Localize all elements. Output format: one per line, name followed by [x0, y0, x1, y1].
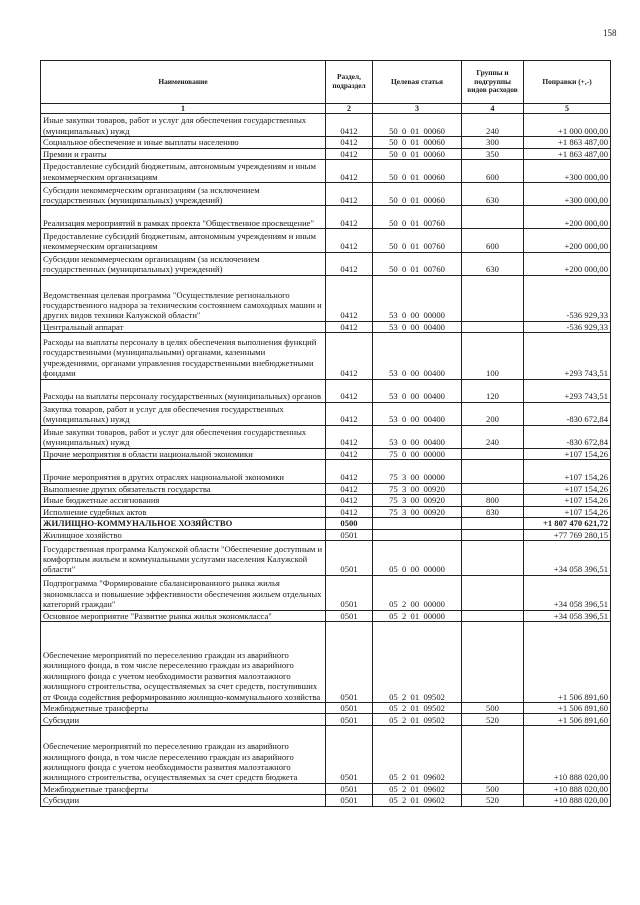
- row-amount: +300 000,00: [524, 183, 611, 206]
- row-amount: +200 000,00: [524, 229, 611, 252]
- row-section: 0501: [326, 541, 373, 576]
- row-article: [373, 529, 462, 541]
- row-group: 600: [462, 160, 524, 183]
- row-name: Предоставление субсидий бюджетным, автономным учреждениям и иным некоммерческим организациям: [41, 160, 326, 183]
- row-section: 0501: [326, 575, 373, 610]
- header-group: Группы и подгруппы видов расходов: [462, 61, 524, 104]
- row-name: Субсидии: [41, 795, 326, 807]
- budget-amendments-table: [40, 60, 611, 807]
- row-article: 50 0 01 00760: [373, 206, 462, 229]
- page-number: 158: [603, 28, 617, 38]
- row-group: [462, 529, 524, 541]
- row-amount: +34 058 396,51: [524, 610, 611, 622]
- column-number: 4: [462, 104, 524, 114]
- row-section: 0501: [326, 714, 373, 726]
- row-name: Подпрограмма "Формирование сбалансированного рынка жилья экономкласса и повышение эффективности обеспечения жильем отдельных категорий граждан": [41, 575, 326, 610]
- column-number: 5: [524, 104, 611, 114]
- row-group: 630: [462, 252, 524, 275]
- row-name: Иные закупки товаров, работ и услуг для обеспечения государственных (муниципальных) нужд: [41, 114, 326, 137]
- row-article: 50 0 01 00060: [373, 183, 462, 206]
- row-amount: +200 000,00: [524, 206, 611, 229]
- row-section: 0501: [326, 795, 373, 807]
- row-group: 350: [462, 148, 524, 160]
- row-group: [462, 275, 524, 321]
- row-amount: +10 888 020,00: [524, 795, 611, 807]
- row-amount: +1 863 487,00: [524, 137, 611, 149]
- table-row: [41, 795, 611, 807]
- row-name: Расходы на выплаты персоналу в целях обеспечения выполнения функций государственными (муниципальными) органами, казенными учреждениями, органами управления государственными внебюджетными фондами: [41, 333, 326, 379]
- table-row: [41, 137, 611, 149]
- row-amount: -536 929,33: [524, 275, 611, 321]
- row-amount: +293 743,51: [524, 333, 611, 379]
- table-row: [41, 114, 611, 137]
- row-amount: +300 000,00: [524, 160, 611, 183]
- row-name: Иные закупки товаров, работ и услуг для обеспечения государственных (муниципальных) нужд: [41, 425, 326, 448]
- row-name: Закупка товаров, работ и услуг для обеспечения государственных (муниципальных) нужд: [41, 402, 326, 425]
- table-row: [41, 148, 611, 160]
- row-name: Центральный аппарат: [41, 321, 326, 333]
- table-body: [41, 114, 611, 807]
- header-section: Раздел, подраздел: [326, 61, 373, 104]
- row-article: 75 3 00 00000: [373, 460, 462, 483]
- table-row: [41, 541, 611, 576]
- table-row: [41, 610, 611, 622]
- header-amount: Поправки (+,-): [524, 61, 611, 104]
- table-row: [41, 321, 611, 333]
- row-section: 0412: [326, 379, 373, 402]
- row-article: 50 0 01 00060: [373, 114, 462, 137]
- row-article: 05 0 00 00000: [373, 541, 462, 576]
- row-amount: +107 154,26: [524, 448, 611, 460]
- row-group: [462, 541, 524, 576]
- row-name: Обеспечение мероприятий по переселению граждан из аварийного жилищного фонда, в том числе переселению граждан из аварийного жилищного фонда с учетом необходимости развития малоэтажного жилищного строительства, осуществляемых за счет средств, поступивших от Фонда содействия реформированию жилищно-коммунального хозяйства: [41, 622, 326, 703]
- row-amount: +1 807 470 621,72: [524, 518, 611, 530]
- row-section: 0412: [326, 402, 373, 425]
- row-article: 53 0 00 00400: [373, 379, 462, 402]
- row-group: [462, 321, 524, 333]
- row-article: 50 0 01 00760: [373, 252, 462, 275]
- table-row: [41, 702, 611, 714]
- row-amount: +1 000 000,00: [524, 114, 611, 137]
- row-article: 53 0 00 00400: [373, 425, 462, 448]
- row-section: 0501: [326, 610, 373, 622]
- row-article: 75 3 00 00920: [373, 495, 462, 507]
- row-name: Субсидии: [41, 714, 326, 726]
- table-row: [41, 206, 611, 229]
- row-article: 05 2 01 09602: [373, 783, 462, 795]
- row-article: 50 0 01 00060: [373, 148, 462, 160]
- column-number: 2: [326, 104, 373, 114]
- table-row: [41, 333, 611, 379]
- row-section: 0412: [326, 183, 373, 206]
- row-name: Исполнение судебных актов: [41, 506, 326, 518]
- row-article: 05 2 01 09502: [373, 714, 462, 726]
- row-group: 300: [462, 137, 524, 149]
- row-name: Межбюджетные трансферты: [41, 702, 326, 714]
- row-article: 50 0 01 00060: [373, 160, 462, 183]
- table-row: [41, 495, 611, 507]
- row-name: Основное мероприятие "Развитие рынка жилья экономкласса": [41, 610, 326, 622]
- row-group: 200: [462, 402, 524, 425]
- row-amount: +10 888 020,00: [524, 783, 611, 795]
- row-section: 0412: [326, 495, 373, 507]
- table-row: [41, 506, 611, 518]
- row-name: Иные бюджетные ассигнования: [41, 495, 326, 507]
- row-name: ЖИЛИЩНО-КОММУНАЛЬНОЕ ХОЗЯЙСТВО: [41, 518, 326, 530]
- row-section: 0501: [326, 726, 373, 784]
- row-group: 120: [462, 379, 524, 402]
- row-amount: +34 058 396,51: [524, 575, 611, 610]
- row-amount: +10 888 020,00: [524, 726, 611, 784]
- row-amount: +77 769 280,15: [524, 529, 611, 541]
- header-name: Наименование: [41, 61, 326, 104]
- row-section: 0412: [326, 206, 373, 229]
- row-section: 0412: [326, 448, 373, 460]
- row-amount: +200 000,00: [524, 252, 611, 275]
- row-amount: +107 154,26: [524, 483, 611, 495]
- column-numbers-row: [41, 104, 611, 114]
- row-group: [462, 448, 524, 460]
- row-name: Прочие мероприятия в других отраслях национальной экономики: [41, 460, 326, 483]
- table-row: [41, 483, 611, 495]
- row-section: 0412: [326, 275, 373, 321]
- row-amount: +107 154,26: [524, 495, 611, 507]
- row-article: 50 0 01 00760: [373, 229, 462, 252]
- table-row: [41, 529, 611, 541]
- row-group: 520: [462, 714, 524, 726]
- row-amount: -830 672,84: [524, 425, 611, 448]
- row-group: 500: [462, 783, 524, 795]
- row-group: [462, 518, 524, 530]
- row-name: Ведомственная целевая программа "Осуществление регионального государственного надзора за техническим состоянием самоходных машин и других видов техники Калужской области": [41, 275, 326, 321]
- row-article: 53 0 00 00400: [373, 321, 462, 333]
- row-article: 05 2 00 00000: [373, 575, 462, 610]
- row-section: 0412: [326, 252, 373, 275]
- row-group: 100: [462, 333, 524, 379]
- row-section: 0412: [326, 506, 373, 518]
- table-row: [41, 229, 611, 252]
- row-name: Реализация мероприятий в рамках проекта "Общественное просвещение": [41, 206, 326, 229]
- column-number: 3: [373, 104, 462, 114]
- row-group: [462, 610, 524, 622]
- row-section: 0412: [326, 114, 373, 137]
- table-row: [41, 575, 611, 610]
- row-section: 0412: [326, 460, 373, 483]
- table-row: [41, 460, 611, 483]
- row-name: Субсидии некоммерческим организациям (за исключением государственных (муниципальных) учреждений): [41, 252, 326, 275]
- table-row: [41, 275, 611, 321]
- table-row: [41, 518, 611, 530]
- row-group: [462, 622, 524, 703]
- row-section: 0501: [326, 529, 373, 541]
- row-name: Субсидии некоммерческим организациям (за исключением государственных (муниципальных) учреждений): [41, 183, 326, 206]
- row-article: 75 3 00 00920: [373, 506, 462, 518]
- row-name: Предоставление субсидий бюджетным, автономным учреждениям и иным некоммерческим организациям: [41, 229, 326, 252]
- row-article: 05 2 01 09502: [373, 702, 462, 714]
- row-section: 0501: [326, 702, 373, 714]
- row-group: 240: [462, 114, 524, 137]
- row-group: [462, 483, 524, 495]
- row-amount: +1 506 891,60: [524, 714, 611, 726]
- table-row: [41, 425, 611, 448]
- table-row: [41, 726, 611, 784]
- row-section: 0500: [326, 518, 373, 530]
- row-name: Выполнение других обязательств государства: [41, 483, 326, 495]
- row-group: 830: [462, 506, 524, 518]
- row-amount: -536 929,33: [524, 321, 611, 333]
- row-article: 75 0 00 00000: [373, 448, 462, 460]
- row-group: 520: [462, 795, 524, 807]
- row-group: [462, 206, 524, 229]
- row-section: 0501: [326, 622, 373, 703]
- table-row: [41, 160, 611, 183]
- row-section: 0412: [326, 160, 373, 183]
- row-section: 0412: [326, 333, 373, 379]
- row-amount: +1 506 891,60: [524, 622, 611, 703]
- row-section: 0412: [326, 321, 373, 333]
- table-row: [41, 448, 611, 460]
- column-number: 1: [41, 104, 326, 114]
- row-article: 53 0 00 00000: [373, 275, 462, 321]
- row-article: 53 0 00 00400: [373, 402, 462, 425]
- table-row: [41, 252, 611, 275]
- row-article: [373, 518, 462, 530]
- row-section: 0501: [326, 783, 373, 795]
- row-article: 50 0 01 00060: [373, 137, 462, 149]
- row-amount: +107 154,26: [524, 460, 611, 483]
- row-name: Межбюджетные трансферты: [41, 783, 326, 795]
- row-section: 0412: [326, 137, 373, 149]
- table-header-row: [41, 61, 611, 104]
- header-article: Целевая статья: [373, 61, 462, 104]
- row-amount: +293 743,51: [524, 379, 611, 402]
- row-name: Премии и гранты: [41, 148, 326, 160]
- row-amount: +1 863 487,00: [524, 148, 611, 160]
- row-section: 0412: [326, 425, 373, 448]
- row-amount: +107 154,26: [524, 506, 611, 518]
- row-article: 53 0 00 00400: [373, 333, 462, 379]
- row-amount: +1 506 891,60: [524, 702, 611, 714]
- row-name: Обеспечение мероприятий по переселению граждан из аварийного жилищного фонда, в том числе переселению граждан из аварийного жилищного фонда с учетом необходимости развития малоэтажного жилищного строительства, осуществляемых за счет средств бюджета: [41, 726, 326, 784]
- row-group: 630: [462, 183, 524, 206]
- row-article: 05 2 01 09602: [373, 726, 462, 784]
- row-amount: -830 672,84: [524, 402, 611, 425]
- row-section: 0412: [326, 148, 373, 160]
- row-article: 05 2 01 09602: [373, 795, 462, 807]
- row-group: [462, 575, 524, 610]
- row-group: [462, 726, 524, 784]
- table-row: [41, 379, 611, 402]
- row-amount: +34 058 396,51: [524, 541, 611, 576]
- table-row: [41, 714, 611, 726]
- table-row: [41, 183, 611, 206]
- table-row: [41, 622, 611, 703]
- table-row: [41, 402, 611, 425]
- row-name: Социальное обеспечение и иные выплаты населению: [41, 137, 326, 149]
- row-group: 240: [462, 425, 524, 448]
- row-name: Прочие мероприятия в области национальной экономики: [41, 448, 326, 460]
- row-group: 500: [462, 702, 524, 714]
- row-group: [462, 460, 524, 483]
- row-name: Жилищное хозяйство: [41, 529, 326, 541]
- row-article: 05 2 01 09502: [373, 622, 462, 703]
- row-name: Расходы на выплаты персоналу государственных (муниципальных) органов: [41, 379, 326, 402]
- table-row: [41, 783, 611, 795]
- row-article: 75 3 00 00920: [373, 483, 462, 495]
- row-section: 0412: [326, 483, 373, 495]
- row-group: 800: [462, 495, 524, 507]
- row-name: Государственная программа Калужской области "Обеспечение доступным и комфортным жильем и коммунальными услугами населения Калужской области": [41, 541, 326, 576]
- row-article: 05 2 01 00000: [373, 610, 462, 622]
- row-section: 0412: [326, 229, 373, 252]
- row-group: 600: [462, 229, 524, 252]
